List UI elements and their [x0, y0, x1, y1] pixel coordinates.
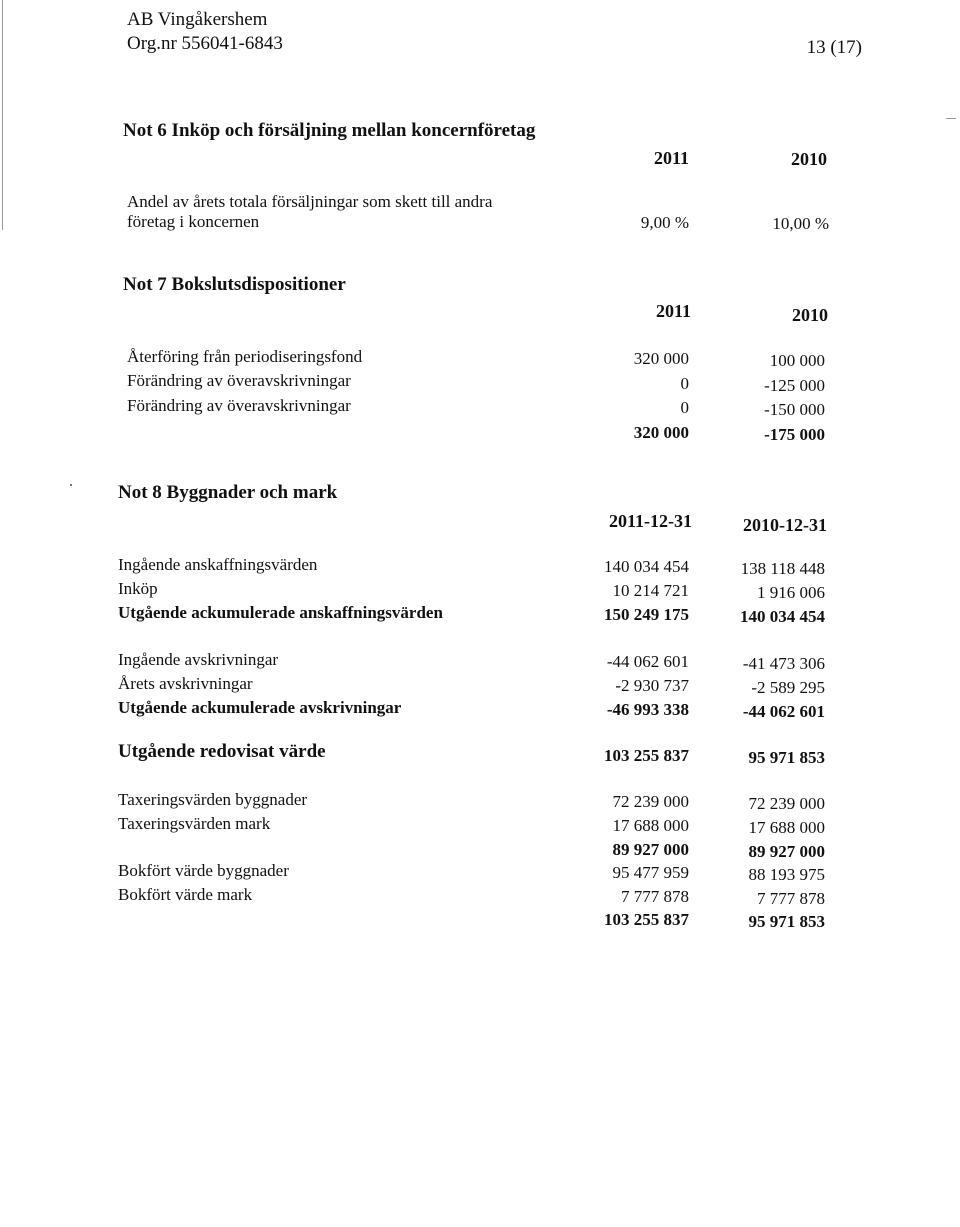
note6-col1-header: 2011 [653, 148, 689, 168]
note7-row-value-2011: 320 000 [633, 349, 689, 368]
note8-row-value-2010: 17 688 000 [748, 818, 825, 837]
note6-col2-header: 2010 [791, 149, 827, 169]
note8-row-value-2010: 1 916 006 [757, 583, 825, 602]
note8-row-value-2011: 95 477 959 [612, 863, 689, 882]
note8-row-value-2010: 138 118 448 [740, 559, 825, 578]
note8-row-value-2011: 17 688 000 [612, 816, 689, 835]
note8-row-value-2010: 95 971 853 [748, 748, 825, 767]
note6-value-2010: 10,00 % [772, 214, 829, 233]
note8-row-value-2010: -2 589 295 [751, 678, 825, 697]
note7-col1-header: 2011 [655, 301, 691, 321]
note7-row-value-2011: 0 [680, 374, 689, 393]
note8-row-value-2011: 140 034 454 [604, 557, 689, 576]
note8-row-value-2011: -2 930 737 [615, 676, 689, 695]
note7-total-2011: 320 000 [633, 423, 689, 442]
note8-row-value-2010: -41 473 306 [742, 654, 825, 673]
scan-mark-right [946, 118, 956, 119]
company-name: AB Vingåkershem [127, 9, 268, 30]
note8-row-value-2010: 140 034 454 [740, 607, 825, 626]
note6-title: Not 6 Inköp och försäljning mellan koncernföretag [123, 120, 536, 141]
note8-row-value-2011: 10 214 721 [612, 581, 689, 600]
note8-row-label: Ingående avskrivningar [118, 650, 279, 669]
note8-row-label: Bokfört värde byggnader [118, 861, 289, 880]
note8-row-value-2011: 72 239 000 [612, 792, 689, 811]
note8-row-value-2011: 103 255 837 [604, 746, 689, 765]
note8-row-value-2011: 7 777 878 [621, 887, 689, 906]
note8-row-label: Inköp [118, 579, 158, 598]
page-number: 13 (17) [806, 37, 862, 58]
stray-dot [70, 484, 72, 486]
note8-row-label: Utgående redovisat värde [118, 741, 326, 762]
note8-total-2011: 103 255 837 [604, 910, 689, 929]
note7-row-value-2010: 100 000 [769, 351, 825, 370]
note7-row-label: Förändring av överavskrivningar [127, 396, 351, 415]
note7-row-label: Förändring av överavskrivningar [127, 371, 351, 390]
note8-row-label: Årets avskrivningar [118, 674, 253, 693]
note8-total-2010: 95 971 853 [748, 912, 825, 931]
note6-value-2011: 9,00 % [640, 213, 689, 232]
note7-row-value-2010: -125 000 [764, 376, 825, 395]
note8-subtotal-2011: 89 927 000 [612, 840, 689, 859]
note8-row-label: Utgående ackumulerade avskrivningar [118, 698, 402, 717]
note7-row-label: Återföring från periodiseringsfond [127, 347, 363, 366]
note8-subtotal-2010: 89 927 000 [748, 842, 825, 861]
note8-row-value-2010: 7 777 878 [757, 889, 825, 908]
note6-label-line1: Andel av årets totala försäljningar som skett till andra [127, 192, 493, 211]
note6-label-line2: företag i koncernen [127, 212, 260, 231]
note7-row-value-2010: -150 000 [764, 400, 825, 419]
note8-row-value-2011: -44 062 601 [606, 652, 689, 671]
note7-col2-header: 2010 [792, 305, 828, 325]
note8-row-label: Taxeringsvärden mark [118, 814, 271, 833]
note8-row-value-2010: 72 239 000 [748, 794, 825, 813]
note8-col2-header: 2010-12-31 [743, 515, 827, 535]
note7-total-2010: -175 000 [764, 425, 825, 444]
org-number: Org.nr 556041-6843 [127, 33, 283, 54]
scan-mark-left [2, 0, 3, 230]
note8-row-value-2010: 88 193 975 [748, 865, 825, 884]
note8-row-value-2011: -46 993 338 [606, 700, 689, 719]
note8-row-label: Ingående anskaffningsvärden [118, 555, 318, 574]
note7-title: Not 7 Bokslutsdispositioner [123, 274, 346, 295]
note7-row-value-2011: 0 [680, 398, 689, 417]
note8-row-label: Bokfört värde mark [118, 885, 253, 904]
note8-title: Not 8 Byggnader och mark [118, 482, 338, 503]
note8-row-label: Taxeringsvärden byggnader [118, 790, 308, 809]
note8-row-label: Utgående ackumulerade anskaffningsvärden [118, 603, 443, 622]
note8-col1-header: 2011-12-31 [609, 511, 692, 531]
note8-row-value-2010: -44 062 601 [742, 702, 825, 721]
note8-row-value-2011: 150 249 175 [604, 605, 689, 624]
